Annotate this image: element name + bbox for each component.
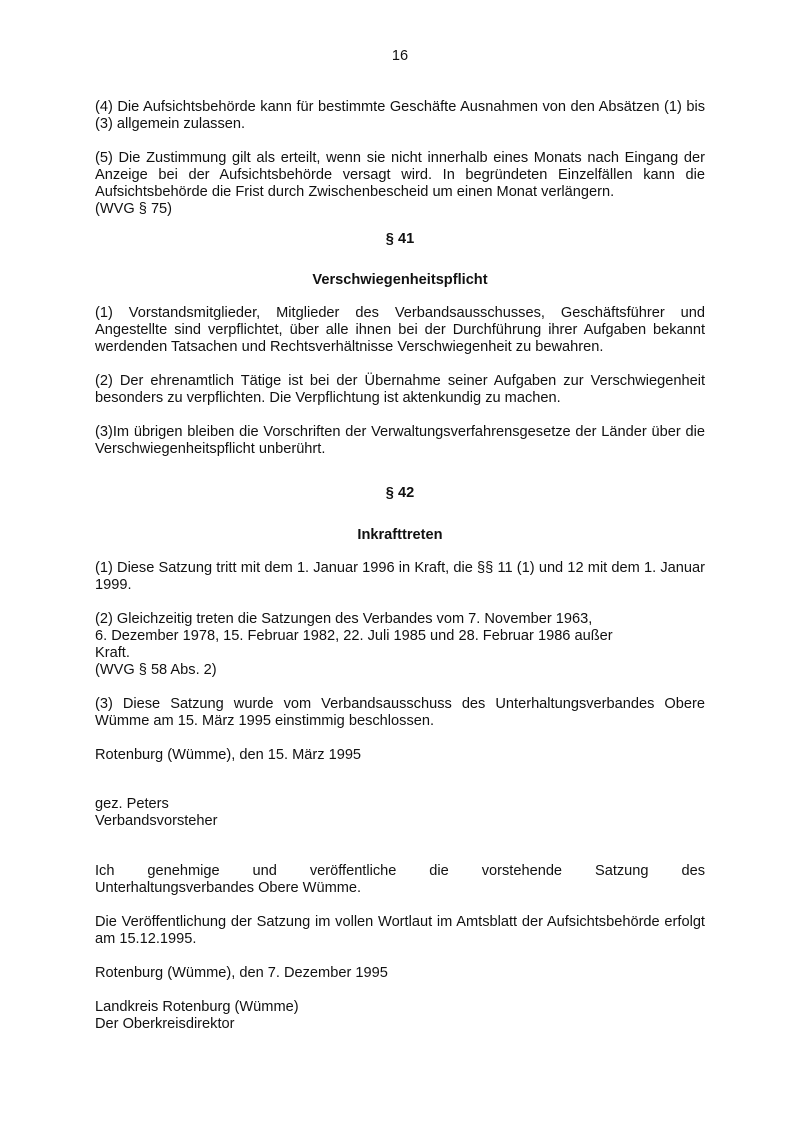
- section-41-paragraph-3: (3)Im übrigen bleiben die Vorschriften der Verwaltungsverfahrensgesetze der Länder über die Verschwiegenheitspflicht unberührt.: [95, 424, 705, 457]
- section-42-paragraph-2-reference: (WVG § 58 Abs. 2): [95, 662, 217, 678]
- approval-statement-line-2: Unterhaltungsverbandes Obere Wümme.: [95, 880, 362, 896]
- signature-role: Verbandsvorsteher: [95, 813, 218, 829]
- approval-statement-line-1: Ich genehmige und veröffentliche die vorstehende Satzung des: [95, 863, 705, 879]
- approval-statement: [95, 863, 705, 897]
- authority-title: Der Oberkreisdirektor: [95, 1016, 235, 1032]
- section-42-number: § 42: [385, 485, 415, 501]
- section-42-paragraph-3: (3) Diese Satzung wurde vom Verbandsausschuss des Unterhaltungsverbandes Obere Wümme am 15. März 1995 einstimmig beschlossen.: [95, 696, 705, 729]
- authority-name: Landkreis Rotenburg (Wümme): [95, 999, 299, 1015]
- signature-name: gez. Peters: [95, 796, 169, 812]
- section-41-title: Verschwiegenheitspflicht: [312, 272, 488, 288]
- section-42-paragraph-1: (1) Diese Satzung tritt mit dem 1. Januar 1996 in Kraft, die §§ 11 (1) und 12 mit dem 1. Januar 1999.: [95, 560, 705, 593]
- place-date-adoption: Rotenburg (Wümme), den 15. März 1995: [95, 747, 362, 763]
- paragraph-5-reference: (WVG § 75): [95, 201, 173, 217]
- section-42-paragraph-2-line-3: Kraft.: [95, 645, 130, 661]
- section-42-paragraph-2-line-1: (2) Gleichzeitig treten die Satzungen des Verbandes vom 7. November 1963,: [95, 611, 593, 627]
- paragraph-4: (4) Die Aufsichtsbehörde kann für bestimmte Geschäfte Ausnahmen von den Absätzen (1) bis (3) allgemein zulassen.: [95, 99, 705, 132]
- page-number: 16: [391, 48, 409, 64]
- section-42-paragraph-2: [95, 611, 705, 662]
- paragraph-5: (5) Die Zustimmung gilt als erteilt, wenn sie nicht innerhalb eines Monats nach Eingang der Anzeige bei der Aufsichtsbehörde versagt wird. In begründeten Einzelfällen kann die Aufsichtsbehörde die Frist durch Zwischenbescheid um einen Monat verlängern.: [95, 150, 705, 200]
- section-41-paragraph-2: (2) Der ehrenamtlich Tätige ist bei der Übernahme seiner Aufgaben zur Verschwiegenheit besonders zu verpflichten. Die Verpflichtung ist aktenkundig zu machen.: [95, 373, 705, 406]
- section-41-paragraph-1: (1) Vorstandsmitglieder, Mitglieder des Verbandsausschusses, Geschäftsführer und Angestellte sind verpflichtet, über alle ihnen bei der Durchführung ihrer Aufgaben bekannt werdenden Tatsachen und Rechtsverhältnisse Verschwiegenheit zu bewahren.: [95, 305, 705, 355]
- document-body: [95, 99, 705, 1033]
- section-42-paragraph-2-line-2: 6. Dezember 1978, 15. Februar 1982, 22. Juli 1985 und 28. Februar 1986 außer: [95, 628, 613, 644]
- place-date-approval: Rotenburg (Wümme), den 7. Dezember 1995: [95, 965, 388, 981]
- section-42-title: Inkrafttreten: [357, 527, 443, 543]
- section-41-number: § 41: [385, 231, 415, 247]
- publication-note: Die Veröffentlichung der Satzung im vollen Wortlaut im Amtsblatt der Aufsichtsbehörde erfolgt am 15.12.1995.: [95, 914, 705, 947]
